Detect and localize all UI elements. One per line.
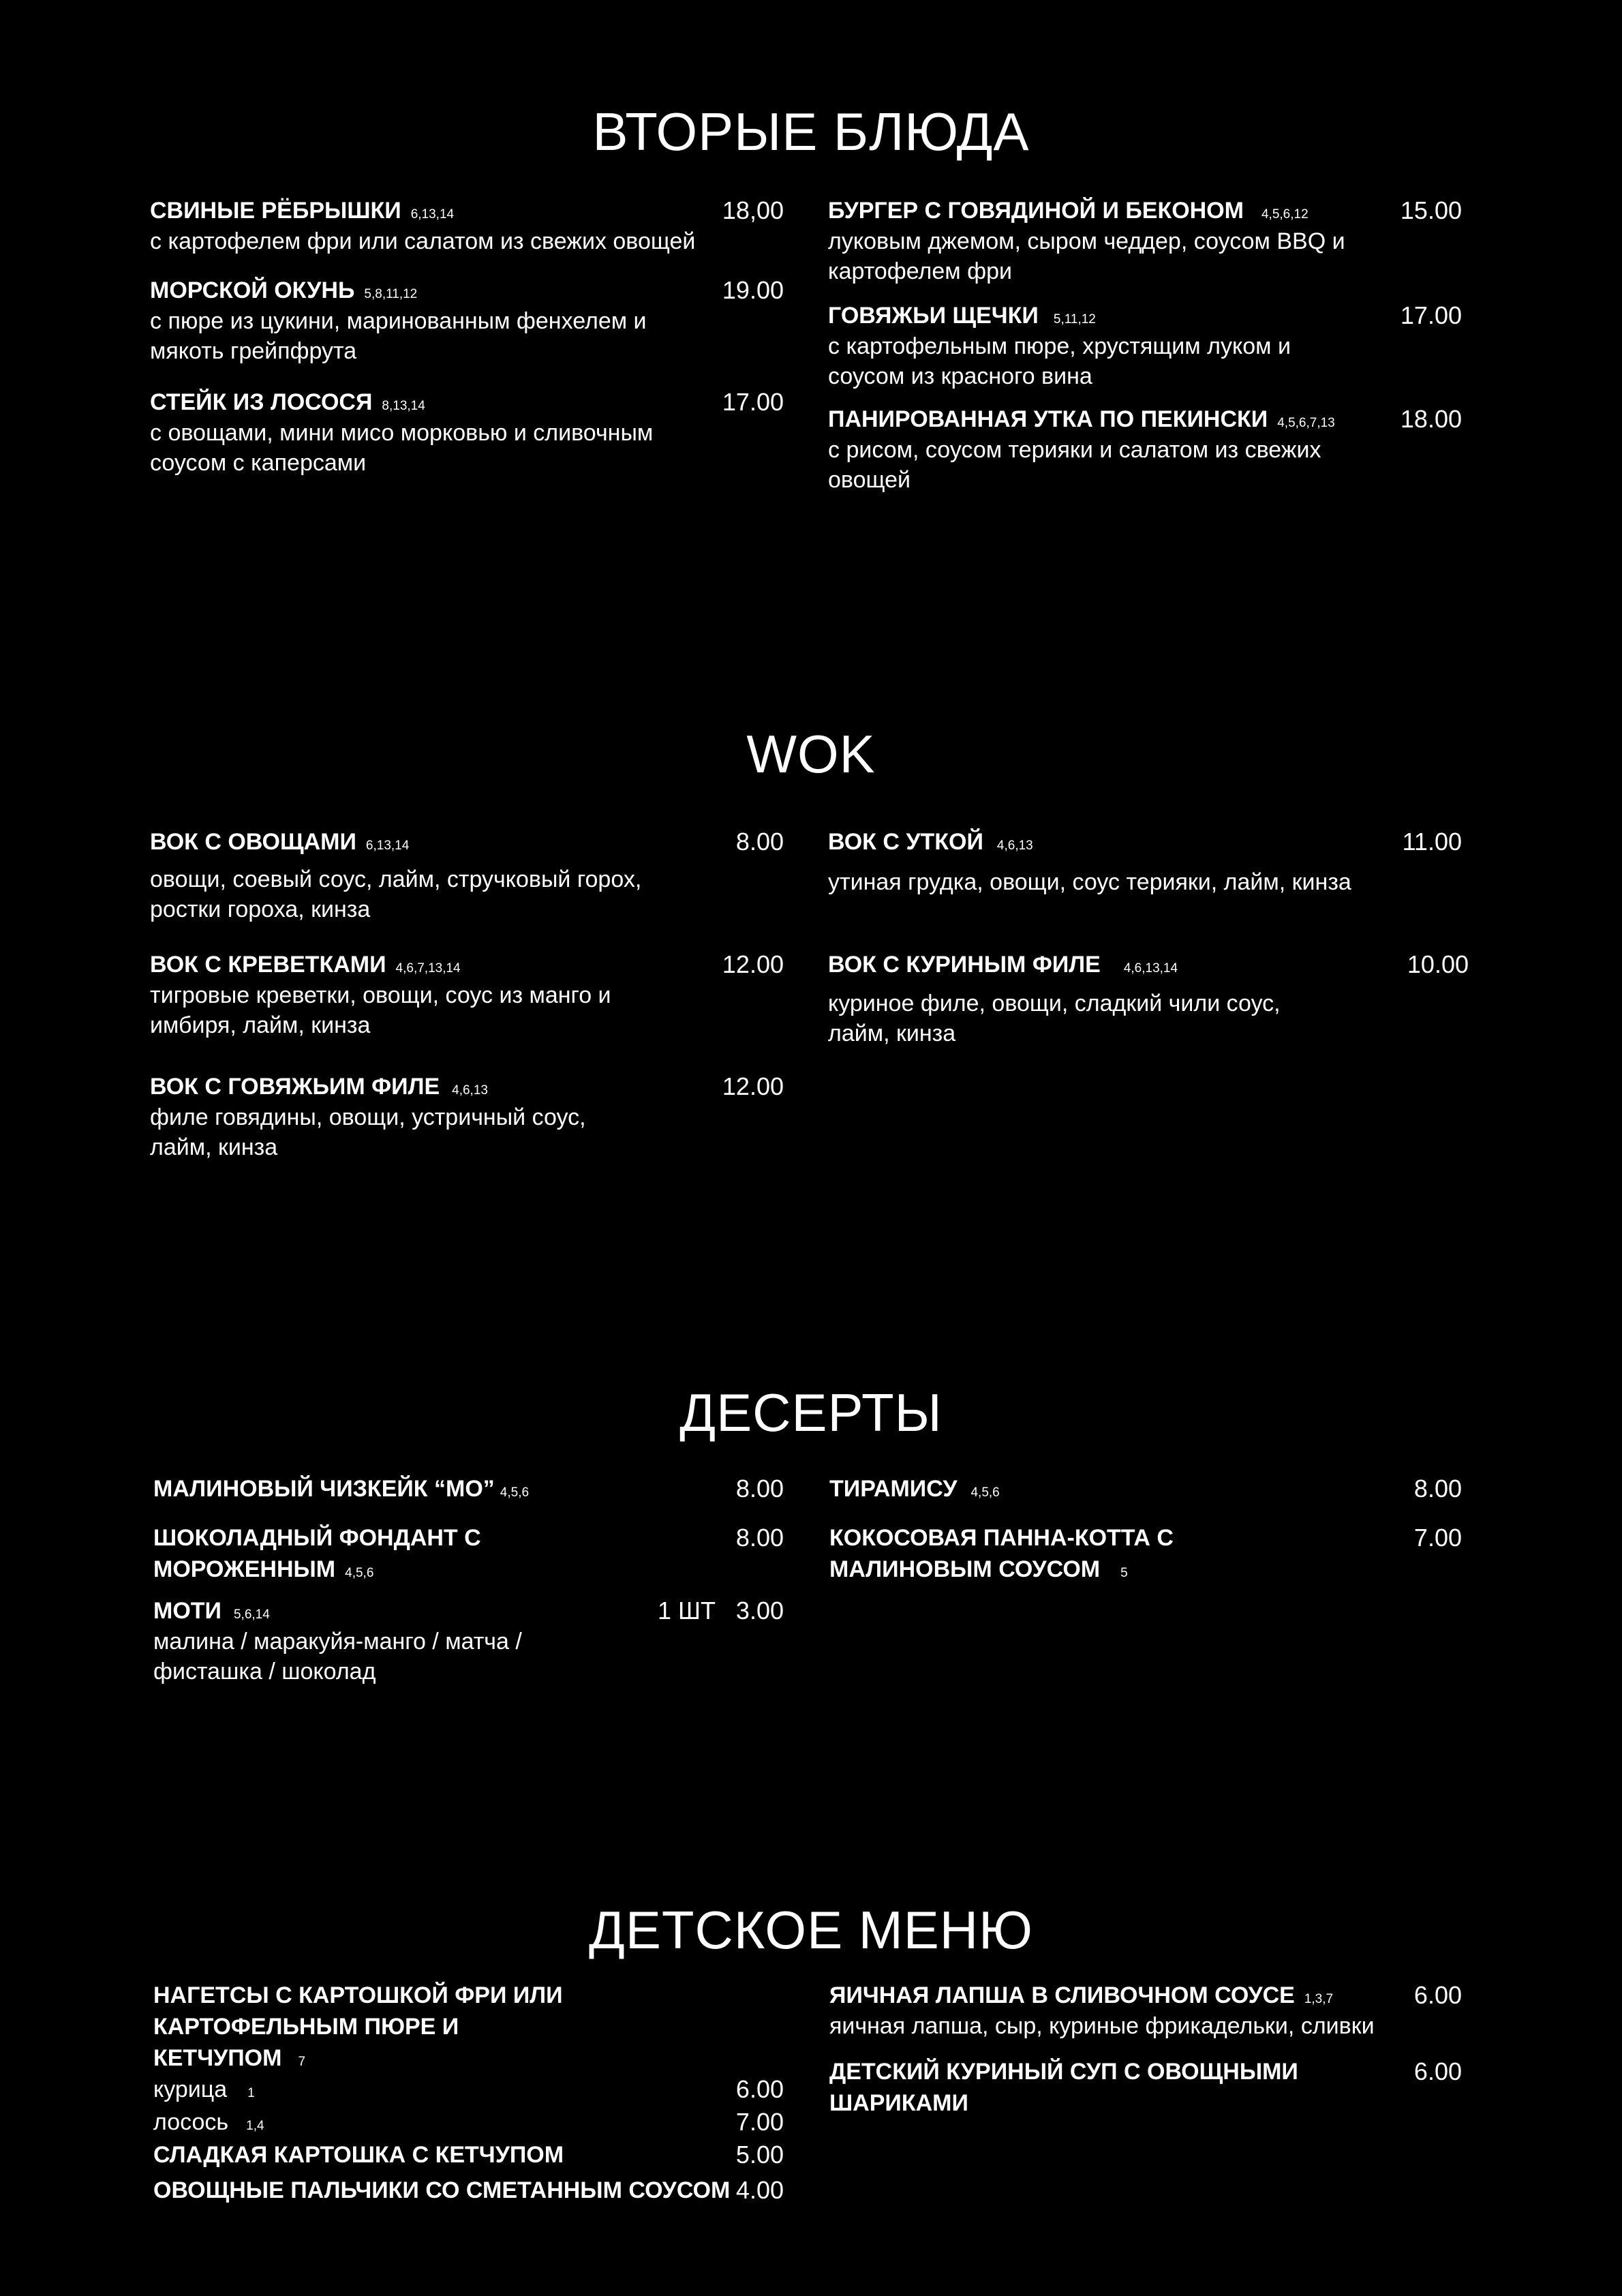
item-price: 17.00 [1400, 301, 1462, 329]
item-name: ШОКОЛАДНЫЙ ФОНДАНТ С МОРОЖЕННЫМ [153, 1525, 481, 1582]
item-name: КОКОСОВАЯ ПАННА-КОТТА С МАЛИНОВЫМ СОУСОМ [829, 1525, 1174, 1582]
item-description: малина / маракуйя-манго / матча / фисташка / шоколад [153, 1629, 522, 1685]
menu-item [829, 1473, 1462, 1505]
allergen-codes: 4,6,13,14 [1123, 961, 1178, 976]
item-description: с овощами, мини мисо морковью и сливочным соусом с каперсами [150, 420, 654, 476]
allergen-codes: 1,3,7 [1304, 1992, 1334, 2006]
item-price: 4.00 [735, 2176, 784, 2204]
allergen-codes: 5,8,11,12 [364, 287, 418, 301]
item-price: 17.00 [722, 388, 784, 416]
item-description: с картофельным пюре, хрустящим луком и соусом из красного вина [828, 333, 1291, 389]
item-description: тигровые креветки, овощи, соус из манго и имбиря, лайм, кинза [150, 982, 611, 1038]
item-name: МАЛИНОВЫЙ ЧИЗКЕЙК “МО” [153, 1476, 495, 1502]
item-price: 8.00 [735, 1524, 784, 1552]
item-name: СЛАДКАЯ КАРТОШКА С КЕТЧУПОМ [153, 2142, 564, 2168]
allergen-codes: 4,6,13 [996, 839, 1033, 853]
item-description: овощи, соевый соус, лайм, стручковый горох, ростки гороха, кинза [150, 866, 642, 922]
item-description: куриное филе, овощи, сладкий чили соус, лайм, кинза [828, 991, 1281, 1046]
item-description: утиная грудка, овощи, соус терияки, лайм, кинза [828, 869, 1351, 895]
item-price: 15.00 [1400, 196, 1462, 224]
item-price: 6.00 [1413, 1981, 1462, 2009]
menu-item [153, 1522, 784, 1585]
allergen-codes: 8,13,14 [382, 399, 425, 413]
allergen-codes: 1 [247, 2086, 255, 2100]
menu-item [828, 949, 1469, 1048]
menu-item [150, 826, 784, 924]
item-name: МОТИ [153, 1598, 221, 1624]
menu-item [150, 275, 784, 366]
item-description: с рисом, соусом терияки и салатом из свежих овощей [828, 437, 1321, 493]
item-name: ВОК С ГОВЯЖЬИМ ФИЛЕ [150, 1074, 440, 1100]
item-name: ПАНИРОВАННАЯ УТКА ПО ПЕКИНСКИ [828, 406, 1268, 432]
menu-item [829, 1980, 1462, 2041]
option-label: курица [153, 2076, 228, 2102]
section-title-kids: ДЕТСКОЕ МЕНЮ [589, 1900, 1033, 1960]
allergen-codes: 4,6,13 [452, 1083, 488, 1098]
item-name: СВИНЫЕ РЁБРЫШКИ [150, 198, 401, 224]
allergen-codes: 6,13,14 [365, 839, 410, 853]
item-name: ОВОЩНЫЕ ПАЛЬЧИКИ СО СМЕТАННЫМ СОУСОМ [153, 2177, 731, 2203]
item-name: ГОВЯЖЬИ ЩЕЧКИ [828, 303, 1039, 329]
allergen-codes: 6,13,14 [410, 207, 455, 222]
item-price: 18,00 [722, 196, 784, 224]
menu-item [828, 404, 1462, 495]
item-name: БУРГЕР С ГОВЯДИНОЙ И БЕКОНОМ [828, 198, 1244, 224]
allergen-codes: 5,11,12 [1053, 312, 1096, 327]
item-description: филе говядины, овощи, устричный соус, лайм, кинза [150, 1104, 586, 1160]
item-name: ТИРАМИСУ [829, 1476, 958, 1502]
menu-item [153, 2175, 784, 2210]
menu-item [153, 2139, 784, 2175]
item-name: НАГЕТСЫ С КАРТОШКОЙ ФРИ ИЛИ КАРТОФЕЛЬНЫМ ПЮРЕ И КЕТЧУПОМ [153, 1982, 563, 2071]
menu-item [828, 195, 1462, 286]
menu-item [150, 195, 784, 256]
item-name: ВОК С КУРИНЫМ ФИЛЕ [828, 952, 1101, 978]
section-title-desserts: ДЕСЕРТЫ [679, 1383, 943, 1442]
item-price: 11.00 [1402, 828, 1462, 856]
item-name: ДЕТСКИЙ КУРИНЫЙ СУП С ОВОЩНЫМИ ШАРИКАМИ [829, 2059, 1298, 2116]
menu-item [153, 1595, 784, 1687]
menu-item [828, 826, 1462, 897]
item-price: 6.00 [1413, 2057, 1462, 2085]
item-name: ЯИЧНАЯ ЛАПША В СЛИВОЧНОМ СОУСЕ [829, 1982, 1295, 2008]
item-name: МОРСКОЙ ОКУНЬ [150, 277, 355, 303]
item-description: яичная лапша, сыр, куриные фрикадельки, сливки [829, 2013, 1375, 2039]
menu-item [153, 1473, 784, 1505]
item-price: 12.00 [722, 950, 784, 978]
allergen-codes: 4,5,6 [500, 1485, 530, 1500]
item-name: СТЕЙК ИЗ ЛОСОСЯ [150, 389, 373, 415]
item-price: 5.00 [735, 2141, 784, 2169]
item-price: 8.00 [1413, 1475, 1462, 1502]
item-price: 10.00 [1407, 950, 1469, 978]
item-price: 18.00 [1400, 405, 1462, 433]
allergen-codes: 7 [298, 2055, 306, 2069]
menu-item [829, 2056, 1462, 2119]
allergen-codes: 4,5,6 [345, 1566, 374, 1580]
option-price: 7.00 [735, 2108, 784, 2136]
allergen-codes: 1,4 [246, 2119, 264, 2133]
option-row [153, 2074, 784, 2106]
section-title-wok: WOK [746, 724, 876, 784]
item-name: ВОК С УТКОЙ [828, 829, 983, 855]
menu-item [150, 387, 784, 478]
menu-item [150, 1071, 784, 1162]
menu-item [150, 949, 784, 1040]
allergen-codes: 5 [1120, 1566, 1128, 1580]
section-title-mains: ВТОРЫЕ БЛЮДА [592, 102, 1030, 162]
option-price: 6.00 [735, 2075, 784, 2103]
allergen-codes: 5,6,14 [233, 1607, 270, 1622]
item-description: луковым джемом, сыром чеддер, соусом BBQ и картофелем фри [828, 228, 1345, 284]
menu-item [829, 1522, 1462, 1585]
item-price: 7.00 [1413, 1524, 1462, 1552]
item-name: ВОК С ОВОЩАМИ [150, 829, 356, 855]
menu-item [828, 300, 1462, 391]
allergen-codes: 4,5,6,12 [1261, 207, 1309, 222]
allergen-codes: 4,6,7,13,14 [395, 961, 461, 976]
menu-item [153, 1980, 784, 2210]
item-quantity: 1 ШТ [657, 1597, 716, 1625]
allergen-codes: 4,5,6,7,13 [1277, 416, 1335, 430]
item-price: 19.00 [722, 276, 784, 304]
option-row [153, 2106, 784, 2139]
item-name: ВОК С КРЕВЕТКАМИ [150, 952, 386, 978]
item-description: с картофелем фри или салатом из свежих овощей [150, 228, 696, 254]
allergen-codes: 4,5,6 [970, 1485, 1000, 1500]
item-price: 8.00 [735, 1475, 784, 1502]
item-description: с пюре из цукини, маринованным фенхелем и мякоть грейпфрута [150, 308, 647, 364]
item-price: 8.00 [735, 828, 784, 856]
item-price: 12.00 [722, 1072, 784, 1100]
option-label: лосось [153, 2109, 229, 2135]
item-price: 3.00 [735, 1597, 784, 1625]
